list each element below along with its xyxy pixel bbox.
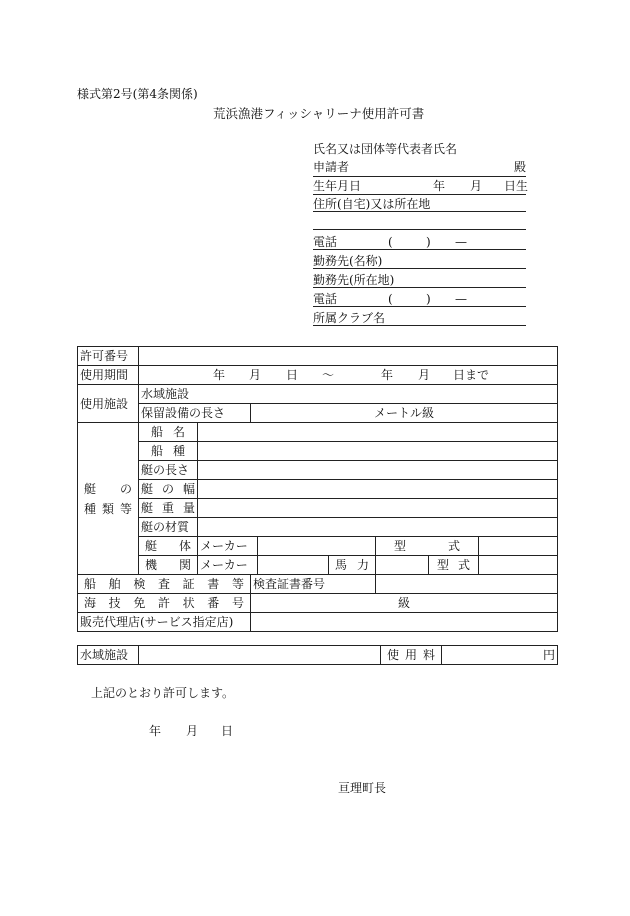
period-label: 使用期間 bbox=[78, 366, 139, 385]
applicant-name-line[interactable] bbox=[313, 176, 526, 177]
facility-label: 使用施設 bbox=[78, 385, 139, 423]
boat-length-label: 艇の長さ bbox=[139, 461, 198, 480]
ship-kind-label: 船 種 bbox=[139, 442, 198, 461]
permit-number-label: 許可番号 bbox=[78, 347, 139, 366]
period-from-month: 月 bbox=[249, 368, 262, 382]
license-grade-field[interactable]: 級 bbox=[251, 594, 558, 613]
address-label: 住所(自宅)又は所在地 bbox=[313, 197, 431, 211]
employer-phone-paren-open: ( bbox=[388, 292, 393, 306]
birth-month-label: 月 bbox=[470, 179, 483, 193]
period-from-year: 年 bbox=[213, 368, 226, 382]
inspection-cert-label: 船 舶 検 査 証 書 等 bbox=[78, 575, 251, 594]
employer-address-label: 勤務先(所在地) bbox=[313, 273, 395, 287]
hull-model-label: 型 式 bbox=[376, 537, 479, 556]
period-from-day: 日 bbox=[286, 368, 299, 382]
hull-label: 艇 体 bbox=[139, 537, 198, 556]
form-number: 様式第2号(第4条関係) bbox=[77, 87, 198, 101]
closing-statement: 上記のとおり許可します。 bbox=[91, 686, 235, 700]
boat-width-label: 艇 の 幅 bbox=[139, 480, 198, 499]
period-field[interactable] bbox=[139, 366, 558, 385]
dealer-label: 販売代理店(サービス指定店) bbox=[78, 613, 251, 632]
birth-year-label: 年 bbox=[433, 179, 446, 193]
boat-weight-field[interactable] bbox=[198, 499, 558, 518]
issue-month-label: 月 bbox=[186, 724, 199, 738]
club-line[interactable] bbox=[313, 325, 526, 326]
engine-maker-field[interactable] bbox=[258, 556, 329, 575]
mooring-length-label: 保留設備の長さ bbox=[139, 404, 251, 423]
issue-day-label: 日 bbox=[221, 724, 234, 738]
water-facility-label: 水域施設 bbox=[139, 385, 558, 404]
applicant-heading: 氏名又は団体等代表者氏名 bbox=[313, 142, 458, 156]
phone-paren-open: ( bbox=[388, 235, 393, 249]
permit-number-field[interactable] bbox=[139, 347, 558, 366]
ship-kind-field[interactable] bbox=[198, 442, 558, 461]
honorific: 殿 bbox=[514, 160, 527, 174]
birth-day-label: 日生 bbox=[504, 179, 529, 193]
hull-maker-field[interactable] bbox=[258, 537, 376, 556]
boat-type-char-3: 種 bbox=[84, 501, 97, 516]
hull-model-field[interactable] bbox=[479, 537, 558, 556]
boat-material-field[interactable] bbox=[198, 518, 558, 537]
issue-year-label: 年 bbox=[149, 724, 162, 738]
fee-label: 使 用 料 bbox=[381, 646, 442, 665]
inspection-cert-no-label: 検査証書番号 bbox=[251, 575, 376, 594]
boat-type-label bbox=[78, 423, 139, 575]
license-label: 海 技 免 許 状 番 号 bbox=[78, 594, 251, 613]
period-until: 日まで bbox=[453, 368, 490, 382]
inspection-cert-no-field[interactable] bbox=[376, 575, 558, 594]
phone-line[interactable] bbox=[313, 249, 526, 250]
ship-name-label: 船 名 bbox=[139, 423, 198, 442]
ship-name-field[interactable] bbox=[198, 423, 558, 442]
employer-phone-line[interactable] bbox=[313, 306, 526, 307]
applicant-label: 申請者 bbox=[313, 160, 350, 174]
engine-model-field[interactable] bbox=[479, 556, 558, 575]
fee-amount-field[interactable]: 円 bbox=[442, 646, 558, 665]
address-line-2[interactable] bbox=[313, 229, 526, 230]
boat-type-char-1: 艇 bbox=[84, 481, 97, 496]
employer-name-line[interactable] bbox=[313, 268, 526, 269]
horsepower-field[interactable] bbox=[376, 556, 429, 575]
boat-length-field[interactable] bbox=[198, 461, 558, 480]
engine-maker-label: メーカー bbox=[198, 556, 258, 575]
issuer-name: 亘理町長 bbox=[338, 781, 387, 795]
permit-table bbox=[77, 346, 558, 632]
period-tilde: 〜 bbox=[322, 368, 335, 382]
fee-table bbox=[77, 645, 558, 665]
fee-water-facility-field[interactable] bbox=[139, 646, 381, 665]
engine-model-label: 型 式 bbox=[429, 556, 479, 575]
dealer-field[interactable] bbox=[251, 613, 558, 632]
hull-maker-label: メーカー bbox=[198, 537, 258, 556]
employer-name-label: 勤務先(名称) bbox=[313, 254, 383, 268]
period-to-month: 月 bbox=[418, 368, 431, 382]
phone-paren-close: ) bbox=[426, 235, 431, 249]
fee-water-facility-label: 水域施設 bbox=[78, 646, 139, 665]
period-to-year: 年 bbox=[381, 368, 394, 382]
document-title: 荒浜漁港フィッシャリーナ使用許可書 bbox=[213, 106, 425, 121]
birth-date-line[interactable] bbox=[313, 194, 526, 195]
boat-type-char-2: の bbox=[119, 481, 132, 496]
phone-label: 電話 bbox=[313, 235, 338, 249]
boat-width-field[interactable] bbox=[198, 480, 558, 499]
employer-address-line[interactable] bbox=[313, 287, 526, 288]
horsepower-label: 馬 力 bbox=[329, 556, 376, 575]
boat-material-label: 艇の材質 bbox=[139, 518, 198, 537]
employer-phone-dash: — bbox=[455, 292, 467, 306]
birth-date-label: 生年月日 bbox=[313, 179, 362, 193]
employer-phone-paren-close: ) bbox=[426, 292, 431, 306]
club-label: 所属クラブ名 bbox=[313, 311, 386, 325]
engine-label: 機 関 bbox=[139, 556, 198, 575]
boat-type-char-4: 類 bbox=[101, 501, 114, 516]
employer-phone-label: 電話 bbox=[313, 292, 338, 306]
phone-dash: — bbox=[455, 235, 467, 249]
boat-weight-label: 艇 重 量 bbox=[139, 499, 198, 518]
boat-type-char-5: 等 bbox=[119, 501, 132, 516]
meter-class-field[interactable]: メートル級 bbox=[251, 404, 558, 423]
address-line-1[interactable] bbox=[313, 211, 526, 212]
